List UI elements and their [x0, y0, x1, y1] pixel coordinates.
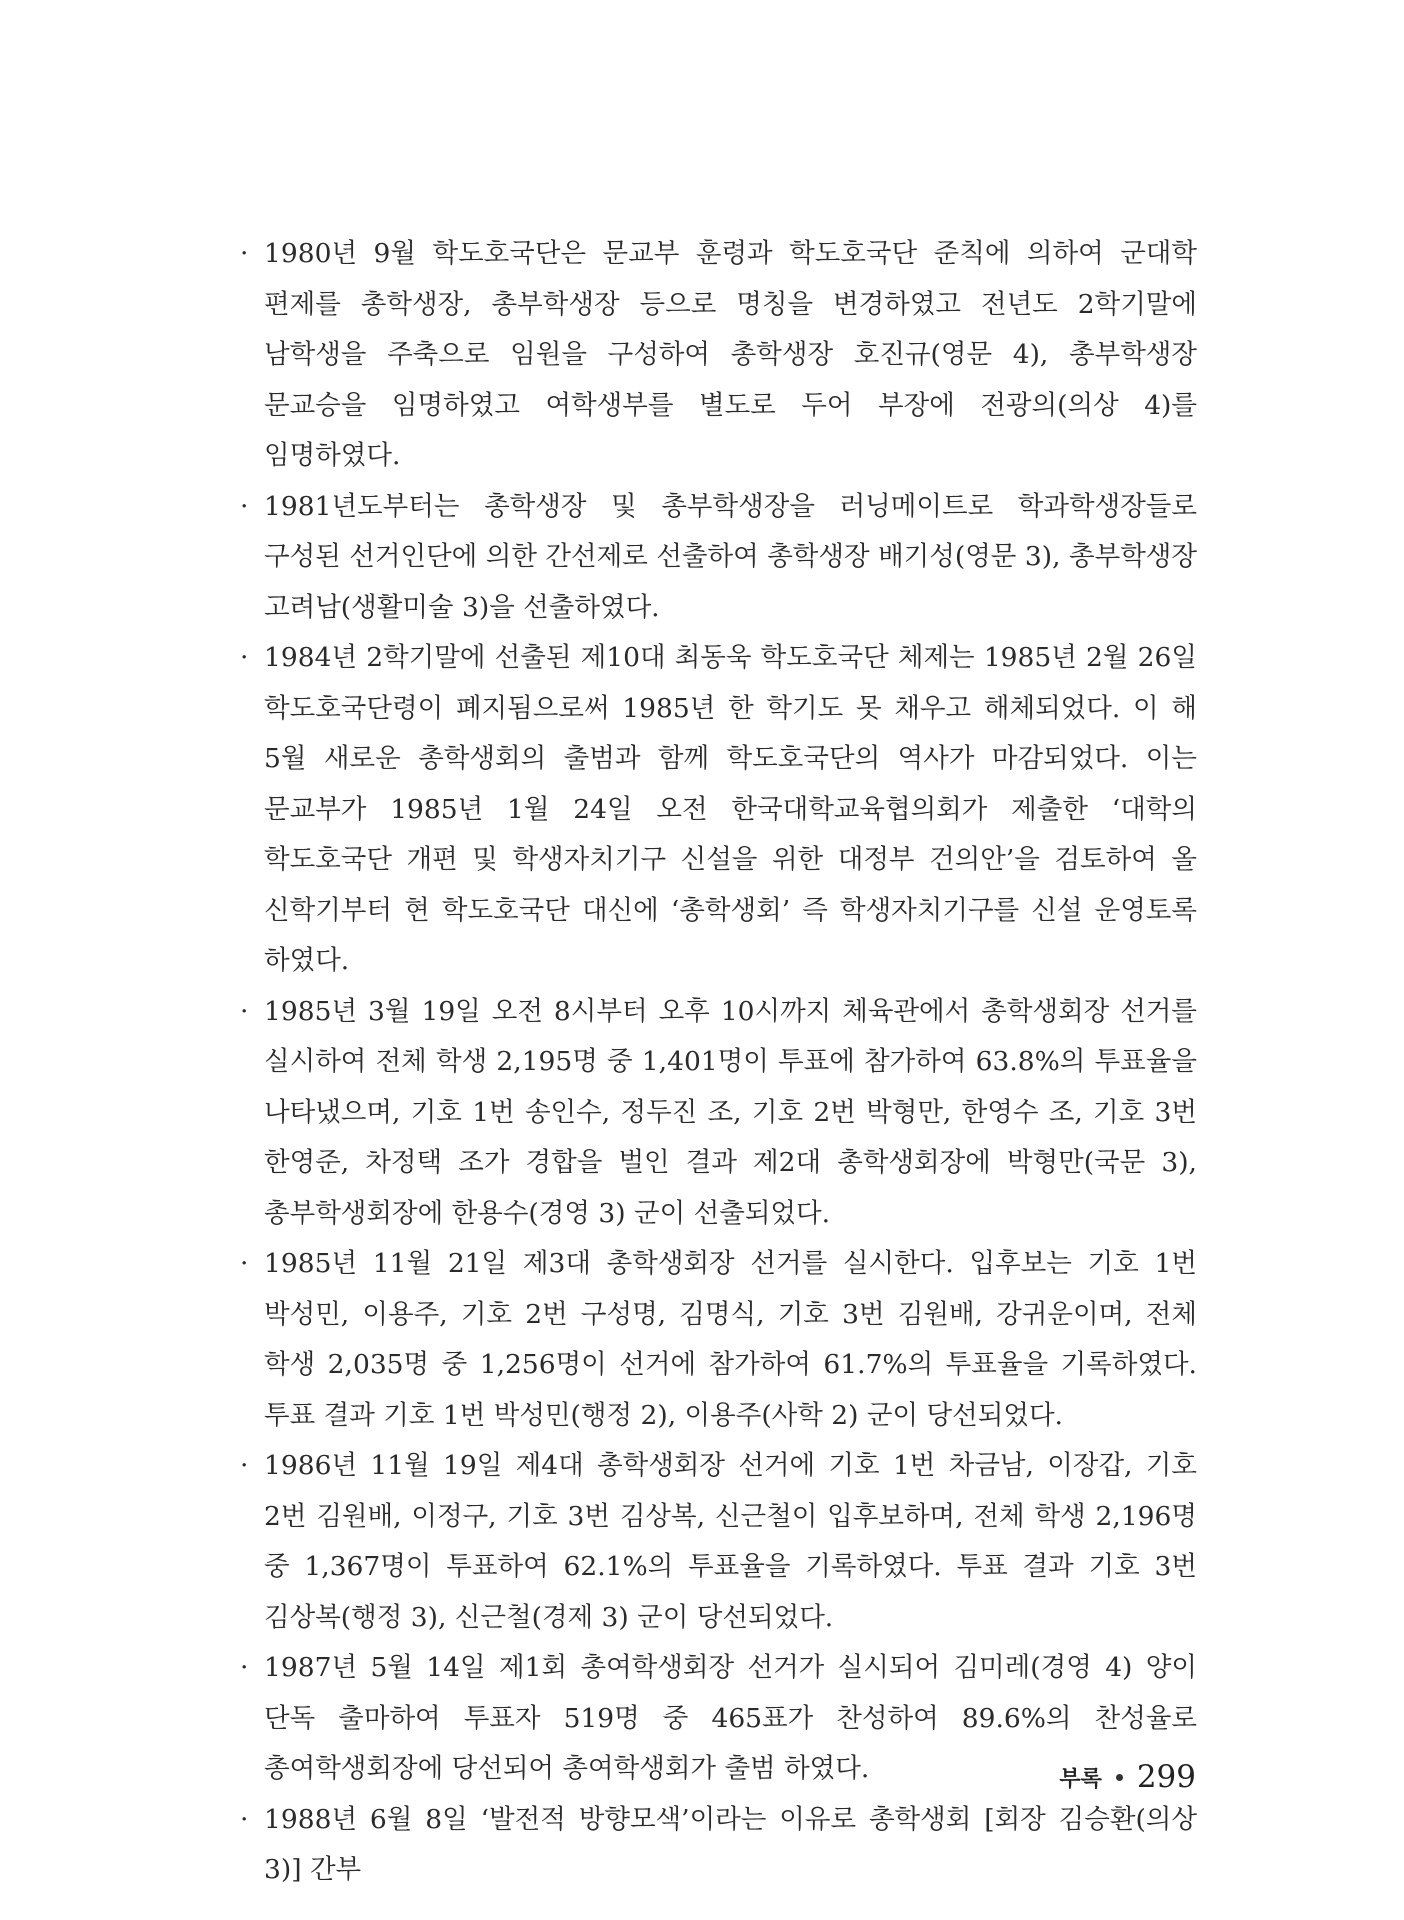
entry-text: 1981년도부터는 총학생장 및 총부학생장을 러닝메이트로 학과학생장들로 구성된 선거인단에 의한 간선제로 선출하여 총학생장 배기성(영문 3), 총부학생장 고려남(생활미술 3)을 선출하였다.: [264, 490, 1197, 623]
entry-1987-womens-council: [240, 1643, 1197, 1795]
entry-text: 1988년 6월 8일 ‘발전적 방향모색’이라는 이유로 총학생회 [회장 김승환(의상 3)] 간부: [264, 1803, 1197, 1885]
bullet-marker: ·: [240, 1803, 249, 1835]
bullet-marker: ·: [240, 1450, 249, 1481]
entry-text: 1985년 11월 21일 제3대 총학생회장 선거를 실시한다. 입후보는 기호 1번 박성민, 이용주, 기호 2번 구성명, 김명식, 기호 3번 김원배, 강귀운이며, 전체 학생 2,035명 중 1,256명이 선거에 참가하여 61.7%의 투표율을 기록하였다. 투표 결과 기호 1번 박성민(행정 2), 이용주(사학 2) 군이 당선되었다.: [264, 1248, 1197, 1431]
entry-1985-march-election: [240, 987, 1197, 1240]
bullet-marker: ·: [240, 995, 249, 1027]
entry-text: 1984년 2학기말에 선출된 제10대 최동욱 학도호국단 체제는 1985년 2월 26일 학도호국단령이 폐지됨으로써 1985년 한 학기도 못 채우고 해체되었다. 이 해 5월 새로운 총학생회의 출범과 함께 학도호국단의 역사가 마감되었다. 이는 문교부가 1985년 1월 24일 오전 한국대학교육협의회가 제출한 ‘대학의 학도호국단 개편 및 학생자치기구 신설을 위한 대정부 건의안’을 검토하여 올 신학기부터 현 학도호국단 대신에 ‘총학생회’ 즉 학생자치기구를 신설 운영토록 하였다.: [264, 642, 1197, 976]
entry-text: 1985년 3월 19일 오전 8시부터 오후 10시까지 체육관에서 총학생회장 선거를 실시하여 전체 학생 2,195명 중 1,401명이 투표에 참가하여 63.8%의 투표율을 나타냈으며, 기호 1번 송인수, 정두진 조, 기호 2번 박형만, 한영수 조, 기호 3번 한영준, 차정택 조가 경합을 벌인 결과 제2대 총학생회장에 박형만(국문 3), 총부학생회장에 한용수(경영 3) 군이 선출되었다.: [264, 995, 1197, 1229]
bullet-marker: ·: [240, 238, 249, 269]
bullet-marker: ·: [240, 1652, 249, 1683]
entry-1986-election: [240, 1441, 1197, 1643]
entry-1985-november-election: [240, 1239, 1197, 1441]
document-body: [240, 229, 1197, 1896]
bullet-marker: ·: [240, 1248, 249, 1279]
entry-text: 1980년 9월 학도호국단은 문교부 훈령과 학도호국단 준칙에 의하여 군대학 편제를 총학생장, 총부학생장 등으로 명칭을 변경하였고 전년도 2학기말에 남학생을 주축으로 임원을 구성하여 총학생장 호진규(영문 4), 총부학생장 문교승을 임명하였고 여학생부를 별도로 두어 부장에 전광의(의상 4)를 임명하였다.: [264, 238, 1197, 471]
bullet-marker: ·: [240, 642, 249, 673]
entry-1988-council: [240, 1795, 1197, 1896]
bullet-marker: ·: [240, 490, 249, 522]
footer-separator-dot: [1116, 1774, 1123, 1781]
entry-text: 1987년 5월 14일 제1회 총여학생회장 선거가 실시되어 김미레(경영 4) 양이 단독 출마하여 투표자 519명 중 465표가 찬성하여 89.6%의 찬성율로 총여학생회장에 당선되어 총여학생회가 출범 하였다.: [264, 1652, 1197, 1784]
page-footer: [1059, 1752, 1196, 1802]
entry-text: 1986년 11월 19일 제4대 총학생회장 선거에 기호 1번 차금남, 이장갑, 기호 2번 김원배, 이정구, 기호 3번 김상복, 신근철이 입후보하며, 전체 학생 2,196명 중 1,367명이 투표하여 62.1%의 투표율을 기록하였다. 투표 결과 기호 3번 김상복(행정 3), 신근철(경제 3) 군이 당선되었다.: [264, 1450, 1197, 1633]
entry-1981-election: [240, 482, 1197, 634]
page-number: 299: [1136, 1759, 1196, 1795]
footer-section-label: 부록: [1059, 1766, 1102, 1792]
entry-1984-dissolution: [240, 633, 1197, 987]
entry-1980-cadet-corps: [240, 229, 1197, 482]
